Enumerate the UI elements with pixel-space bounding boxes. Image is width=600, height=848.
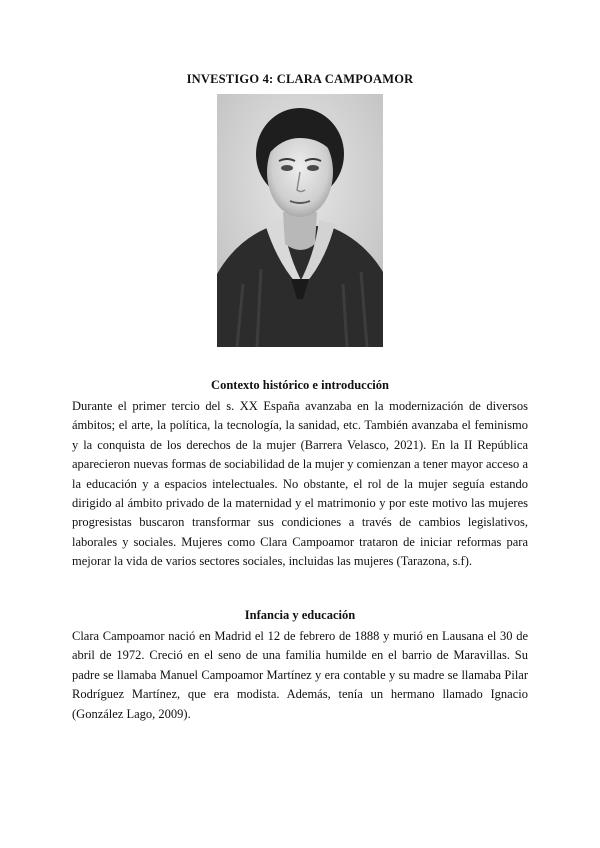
section-heading-infancia: Infancia y educación xyxy=(244,608,356,622)
section-body-contexto: Durante el primer tercio del s. XX España avanzaba en la modernización de diversos ámbitos; el arte, la política, la tecnología, la sanidad, etc. También avanzaba el feminismo y la conquista de los derechos de la mujer (Barrera Velasco, 2021). En la II República aparecieron nuevas formas de sociabilidad de la mujer y comienzan a tener mayor acceso a la educación y a espacios intelectuales. No obstante, el rol de la mujer seguía estando dirigido al ámbito privado de la maternidad y el matrimonio y por este motivo las mujeres progresistas buscaron transformar sus condiciones a través de cambios legislativos, laborales y sociales. Mujeres como Clara Campoamor trataron de iniciar reformas para mejorar la vida de varios sectores sociales, incluidas las mujeres (Tarazona, s.f). xyxy=(72,399,528,569)
section-heading-contexto: Contexto histórico e introducción xyxy=(211,378,389,392)
document-title: INVESTIGO 4: CLARA CAMPOAMOR xyxy=(186,72,414,86)
portrait-photo xyxy=(217,94,383,347)
section-body-infancia: Clara Campoamor nació en Madrid el 12 de febrero de 1888 y murió en Lausana el 30 de abril de 1972. Creció en el seno de una familia humilde en el barrio de Maravillas. Su padre se llamaba Manuel Campoamor Martínez y era contable y su madre se llamaba Pilar Rodríguez Martínez, que era modista. Además, tenía un hermano llamado Ignacio (González Lago, 2009). xyxy=(72,629,528,721)
